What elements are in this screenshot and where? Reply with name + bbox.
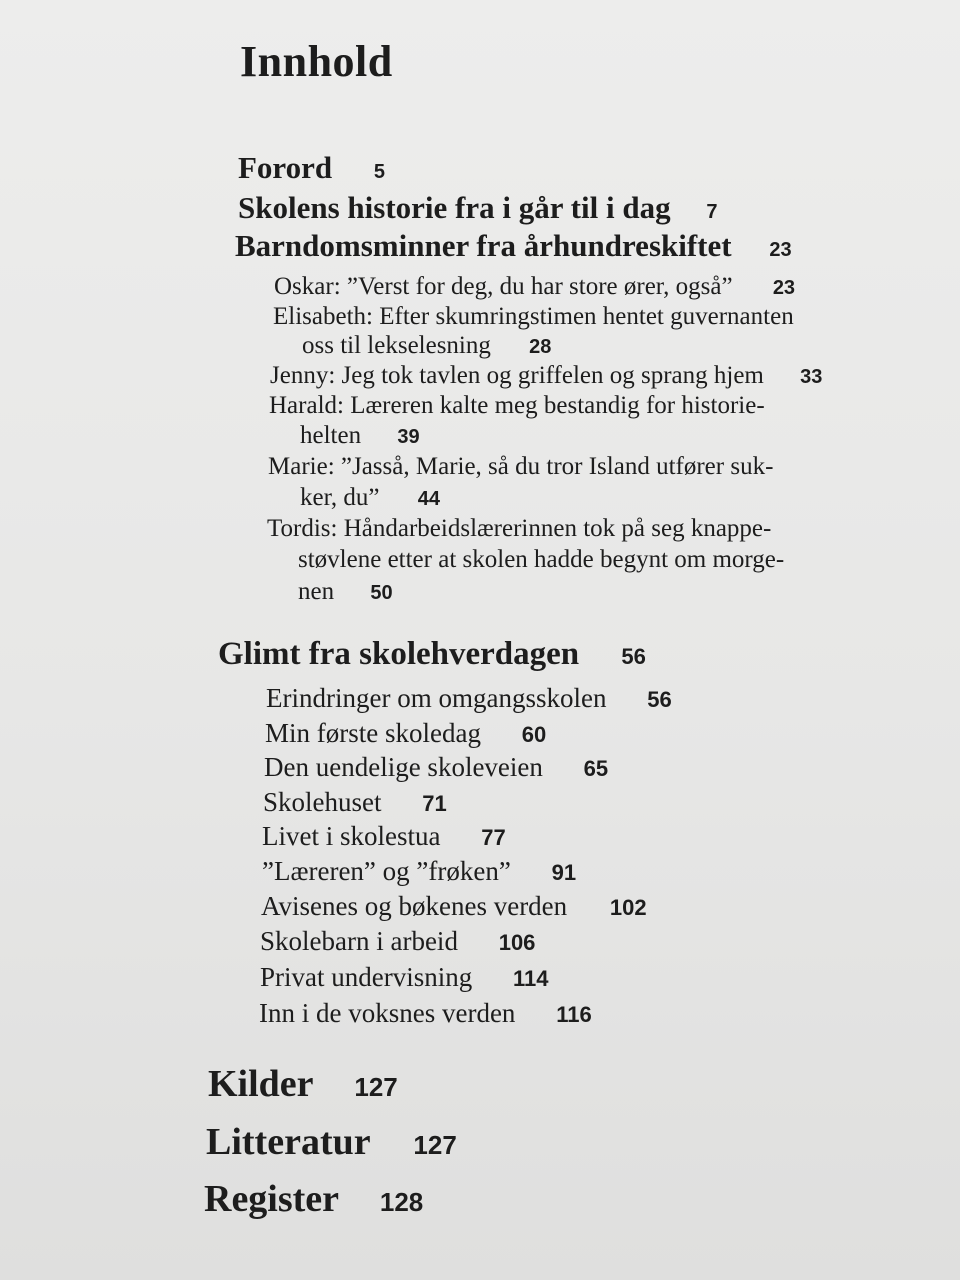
toc-subentry-tordis: Tordis: Håndarbeidslærerinnen tok på seg knappe- bbox=[267, 515, 772, 542]
toc-subentry-tordis-cont2: nen 50 bbox=[298, 578, 393, 605]
toc-page-number: 23 bbox=[769, 239, 792, 261]
toc-page-number: 28 bbox=[529, 336, 552, 358]
toc-subentry-harald-cont: helten 39 bbox=[300, 422, 420, 449]
toc-entry-title: Barndomsminner fra århundreskiftet bbox=[235, 228, 732, 263]
toc-entry-title: Glimt fra skolehverdagen bbox=[218, 636, 580, 672]
toc-page-number: 102 bbox=[609, 895, 647, 920]
toc-page-number: 106 bbox=[498, 930, 536, 955]
toc-entry-register bbox=[204, 1177, 423, 1221]
toc-subentry-tordis-cont: støvlene etter at skolen hadde begynt om morge- bbox=[298, 546, 785, 573]
toc-page-number: 116 bbox=[556, 1002, 592, 1027]
toc-subentry-marie: Marie: ”Jasså, Marie, så du tror Island utfører suk- bbox=[268, 453, 774, 480]
toc-page-number: 71 bbox=[422, 791, 447, 816]
toc-subentry-glimt-7: Avisenes og bøkenes verden 102 bbox=[261, 891, 647, 921]
toc-page-number: 5 bbox=[373, 161, 386, 183]
toc-page-number: 91 bbox=[551, 860, 577, 885]
toc-entry-glimt bbox=[218, 636, 646, 673]
toc-subentry-glimt-2: Min første skoledag 60 bbox=[265, 718, 547, 748]
toc-subentry-glimt-1: Erindringer om omgangsskolen 56 bbox=[266, 683, 672, 713]
toc-subentry-marie-cont: ker, du” 44 bbox=[300, 484, 441, 511]
toc-entry-title: Forord bbox=[238, 150, 333, 185]
toc-subentry-glimt-8: Skolebarn i arbeid 106 bbox=[260, 926, 536, 956]
toc-subentry-glimt-3: Den uendelige skoleveien 65 bbox=[264, 752, 609, 782]
toc-page-number: 33 bbox=[800, 366, 823, 388]
toc-entry-barndomsminner bbox=[235, 228, 792, 264]
toc-page-number: 50 bbox=[370, 582, 393, 604]
toc-page-number: 65 bbox=[583, 756, 609, 781]
toc-entry-forord bbox=[238, 150, 385, 186]
toc-subentry-elisabeth: Elisabeth: Efter skumringstimen hentet guvernanten bbox=[273, 303, 794, 330]
toc-subentry-harald: Harald: Læreren kalte meg bestandig for historie- bbox=[269, 392, 765, 419]
toc-entry-title: Litteratur bbox=[206, 1121, 370, 1163]
toc-page-number: 114 bbox=[512, 966, 549, 991]
toc-page-number: 7 bbox=[706, 201, 718, 223]
toc-page-number: 128 bbox=[379, 1187, 424, 1217]
toc-page-number: 44 bbox=[417, 488, 441, 510]
toc-page-number: 127 bbox=[413, 1130, 457, 1160]
toc-entry-skolens-historie bbox=[238, 190, 717, 226]
page-title: Innhold bbox=[240, 37, 393, 86]
toc-entry-litteratur bbox=[206, 1120, 457, 1164]
toc-subentry-glimt-4: Skolehuset 71 bbox=[263, 787, 447, 817]
toc-entry-title: Kilder bbox=[208, 1063, 313, 1105]
toc-subentry-glimt-5: Livet i skolestua 77 bbox=[262, 821, 506, 851]
toc-page-number: 127 bbox=[354, 1072, 398, 1102]
toc-subentry-jenny: Jenny: Jeg tok tavlen og griffelen og sprang hjem 33 bbox=[270, 362, 823, 389]
toc-page-number: 77 bbox=[481, 825, 506, 850]
toc-page-number: 56 bbox=[647, 687, 672, 712]
toc-page-number: 23 bbox=[772, 277, 796, 299]
toc-page-number: 56 bbox=[621, 644, 646, 669]
toc-subentry-glimt-9: Privat undervisning 114 bbox=[260, 962, 549, 992]
toc-subentry-glimt-10: Inn i de voksnes verden 116 bbox=[259, 998, 592, 1028]
toc-entry-kilder bbox=[208, 1062, 398, 1106]
toc-entry-title: Register bbox=[204, 1178, 339, 1220]
toc-page-number: 39 bbox=[397, 426, 420, 448]
toc-entry-title: Skolens historie fra i går til i dag bbox=[238, 190, 671, 225]
toc-subentry-glimt-6: ”Læreren” og ”frøken” 91 bbox=[262, 856, 577, 886]
toc-subentry-elisabeth-cont: oss til lekselesning 28 bbox=[302, 332, 552, 359]
toc-page-number: 60 bbox=[521, 722, 547, 747]
toc-subentry-oskar: Oskar: ”Verst for deg, du har store ører, også” 23 bbox=[274, 273, 796, 300]
